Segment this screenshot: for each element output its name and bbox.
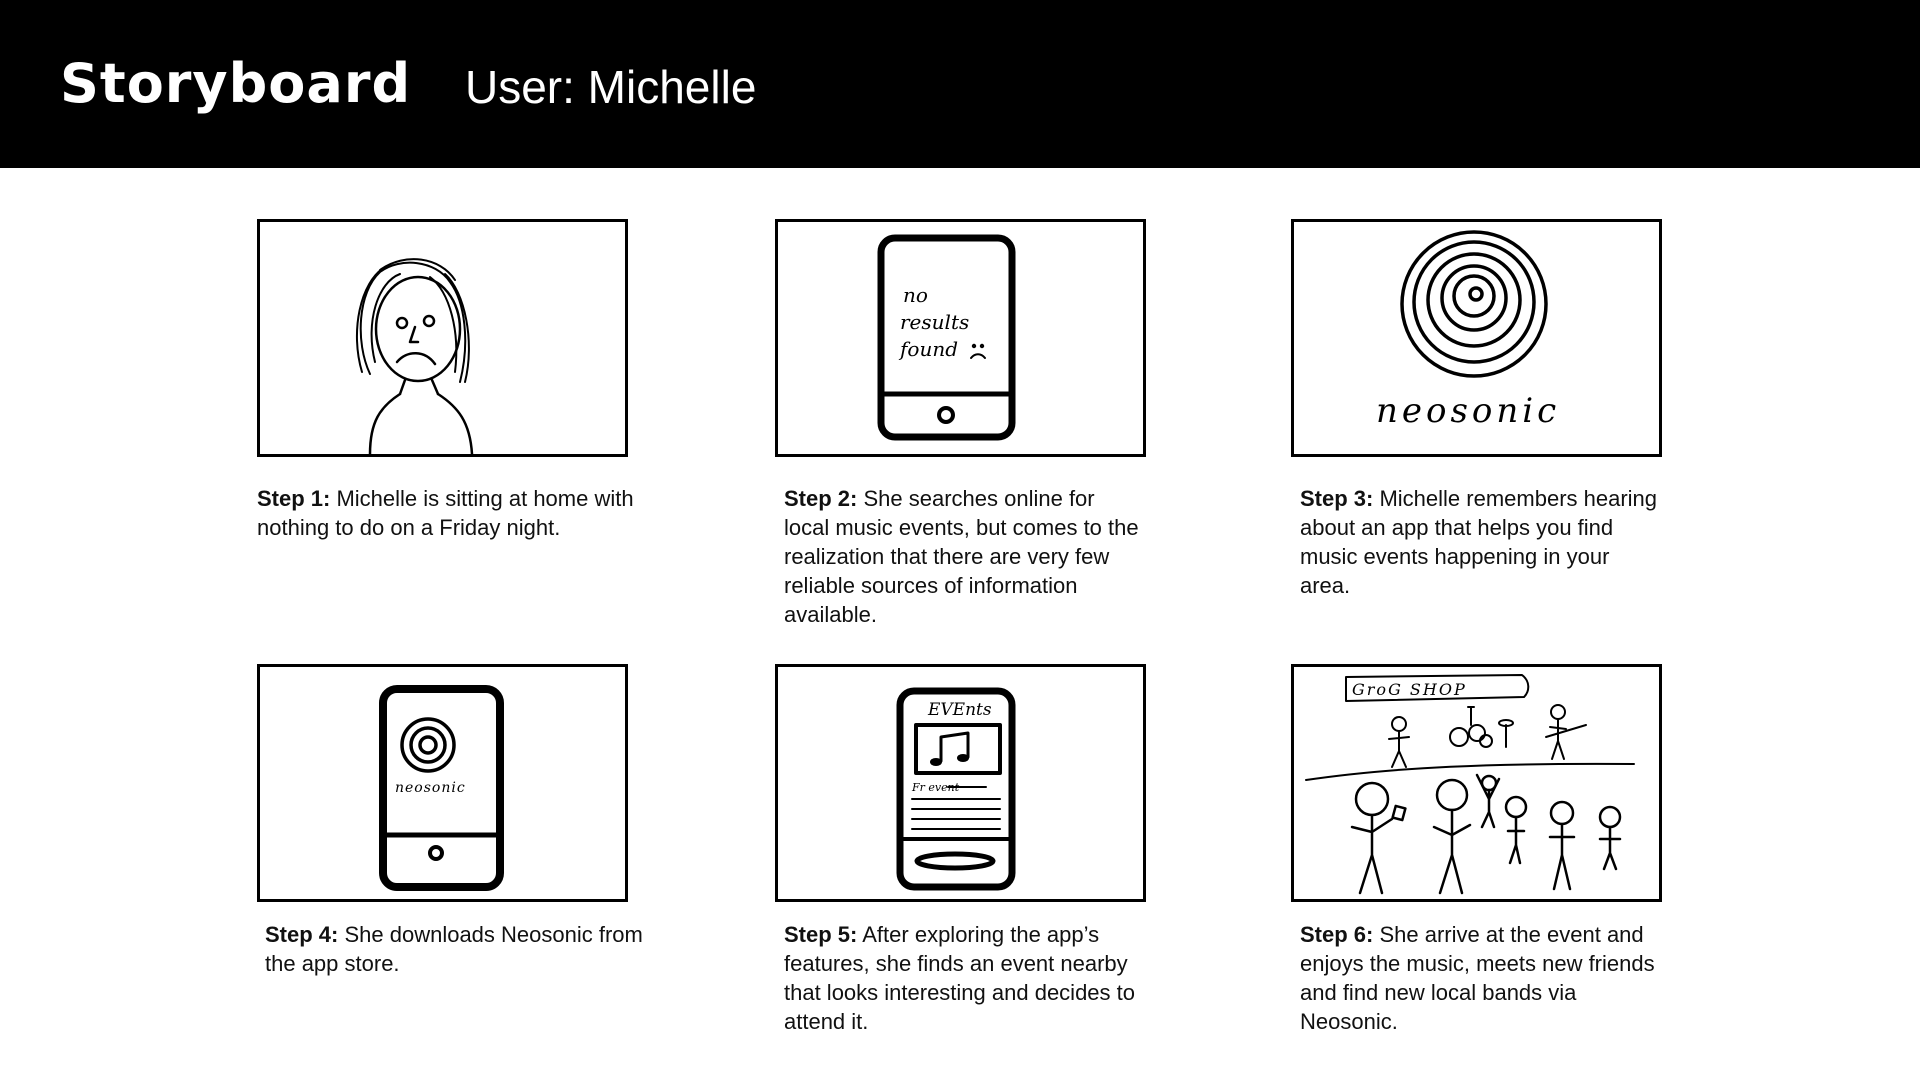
step-2-text: She searches online for local music events, but comes to the realization that there are very few reliable sources of information available. [784, 486, 1139, 627]
step-4-label: Step 4: [265, 922, 339, 947]
step-4-caption [265, 920, 645, 978]
step-3-label: Step 3: [1300, 486, 1374, 511]
step-6-label: Step 6: [1300, 922, 1374, 947]
panel-step-3 [1291, 219, 1662, 457]
step-1-label: Step 1: [257, 486, 331, 511]
panel-step-2 [775, 219, 1146, 457]
phone-events-screen-sketch [778, 667, 1143, 899]
phone-neosonic-app-sketch [260, 667, 625, 899]
screen-line-2: results [900, 310, 970, 334]
panel-step-6 [1291, 664, 1662, 902]
step-5-label: Step 5: [784, 922, 858, 947]
step-3-caption [1300, 484, 1660, 600]
music-note-icon [930, 733, 969, 766]
logo-wordmark: neosonic [1376, 391, 1561, 431]
step-1-text: Michelle is sitting at home with nothing to do on a Friday night. [257, 486, 634, 540]
step-5-caption [784, 920, 1144, 1036]
neosonic-logo-sketch [1294, 222, 1659, 454]
user-name: User: Michelle [465, 61, 757, 113]
screen-line-1: no [903, 283, 928, 307]
step-2-caption [784, 484, 1144, 629]
page-title: Storyboard [60, 52, 412, 115]
events-screen-title: EVEnts [928, 700, 992, 720]
step-4-text: She downloads Neosonic from the app store. [265, 922, 643, 976]
venue-sign [1346, 675, 1528, 701]
header-bar [0, 0, 1920, 168]
panel-step-5 [775, 664, 1146, 902]
phone-no-results-sketch [778, 222, 1143, 454]
event-item-label: Fr event [912, 781, 960, 794]
panel-step-1 [257, 219, 628, 457]
sad-face-icon [971, 345, 985, 358]
svg-text:GroG SHOP: GroG SHOP [1352, 680, 1467, 699]
step-6-text: She arrive at the event and enjoys the music, meets new friends and find new local bands via Neosonic. [1300, 922, 1655, 1034]
step-6-caption [1300, 920, 1660, 1036]
panel-step-4 [257, 664, 628, 902]
screen-line-3: found [900, 337, 959, 361]
step-1-caption [257, 484, 637, 542]
step-3-text: Michelle remembers hearing about an app that helps you find music events happening in your area. [1300, 486, 1658, 598]
app-wordmark: neosonic [395, 780, 466, 796]
concert-crowd-sketch [1294, 667, 1659, 899]
step-5-text: After exploring the app’s features, she finds an event nearby that looks interesting and decides to attend it. [784, 922, 1136, 1034]
sad-woman-sketch [260, 222, 625, 454]
step-2-label: Step 2: [784, 486, 858, 511]
